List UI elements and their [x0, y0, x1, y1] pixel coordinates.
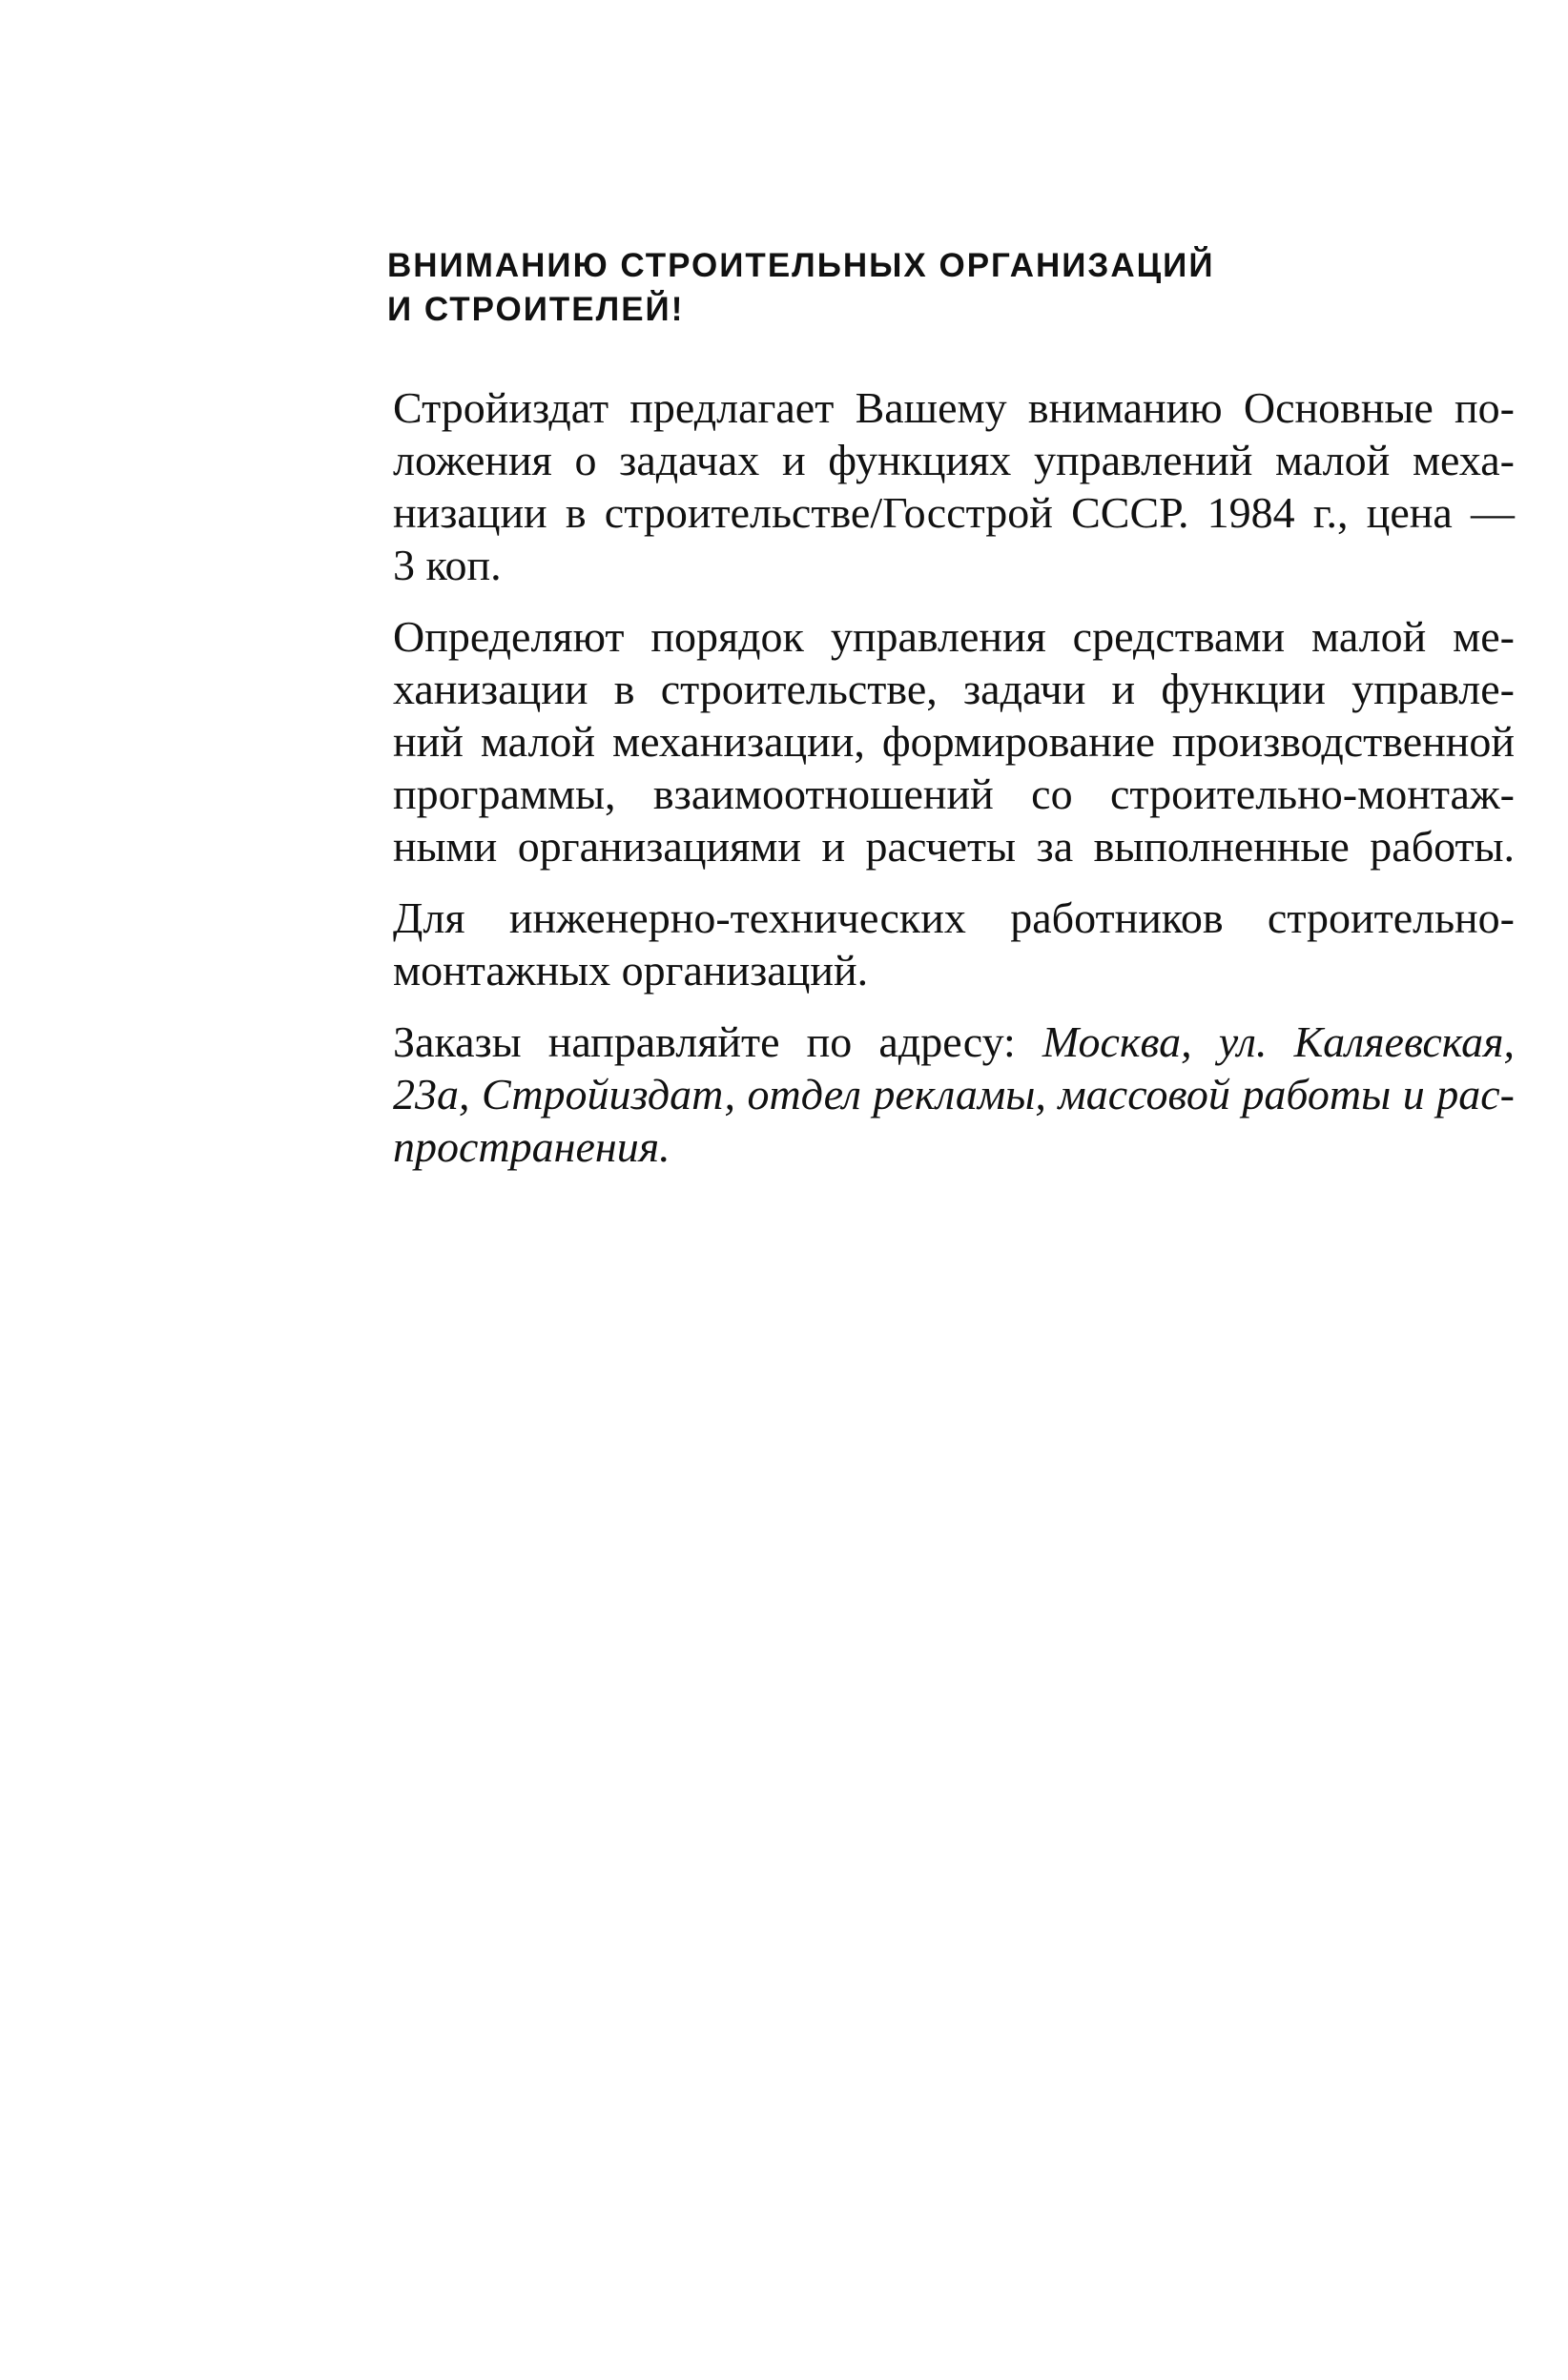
- paragraph-orders-line-3: пространения.: [393, 1122, 671, 1171]
- paragraph-description-line-2: ханизации в строительстве, задачи и функции управле-: [393, 665, 1515, 713]
- paragraph-description-line-5: ными организациями и расчеты за выполненные работы.: [393, 822, 1515, 871]
- paragraph-offer-line-1: Стройиздат предлагает Вашему вниманию Основные по-: [393, 383, 1515, 432]
- paragraph-audience-line-1: Для инженерно-технических работников строительно-: [393, 893, 1515, 942]
- heading-line-1: ВНИМАНИЮ СТРОИТЕЛЬНЫХ ОРГАНИЗАЦИЙ: [387, 247, 1215, 284]
- paragraph-orders: [393, 1016, 1515, 1173]
- heading-line-2: И СТРОИТЕЛЕЙ!: [387, 291, 685, 328]
- paragraph-orders-line-1: [393, 1016, 1515, 1068]
- paragraph-audience: [393, 892, 1515, 996]
- orders-intro-text: Заказы направляйте по адресу:: [393, 1017, 1042, 1066]
- orders-address-start: Москва, ул. Каляевская,: [1042, 1017, 1516, 1066]
- paragraph-description: [393, 610, 1515, 872]
- paragraph-orders-line-2: 23а, Стройиздат, отдел рекламы, массовой работы и рас-: [393, 1070, 1515, 1118]
- notice-heading: [387, 244, 1303, 332]
- paragraph-offer: [393, 381, 1515, 591]
- paragraph-offer-line-2: ложения о задачах и функциях управлений малой меха-: [393, 436, 1515, 484]
- paragraph-description-line-4: программы, взаимоотношений со строительно-монтаж-: [393, 769, 1515, 818]
- notice-body: [393, 381, 1515, 1192]
- paragraph-description-line-3: ний малой механизации, формирование производственной: [393, 717, 1515, 766]
- paragraph-offer-line-3: низации в строительстве/Госстрой СССР. 1984 г., цена —: [393, 488, 1515, 537]
- paragraph-offer-line-4: 3 коп.: [393, 541, 502, 589]
- paragraph-description-line-1: Определяют порядок управления средствами малой ме-: [393, 612, 1515, 661]
- paragraph-audience-line-2: монтажных организаций.: [393, 946, 869, 995]
